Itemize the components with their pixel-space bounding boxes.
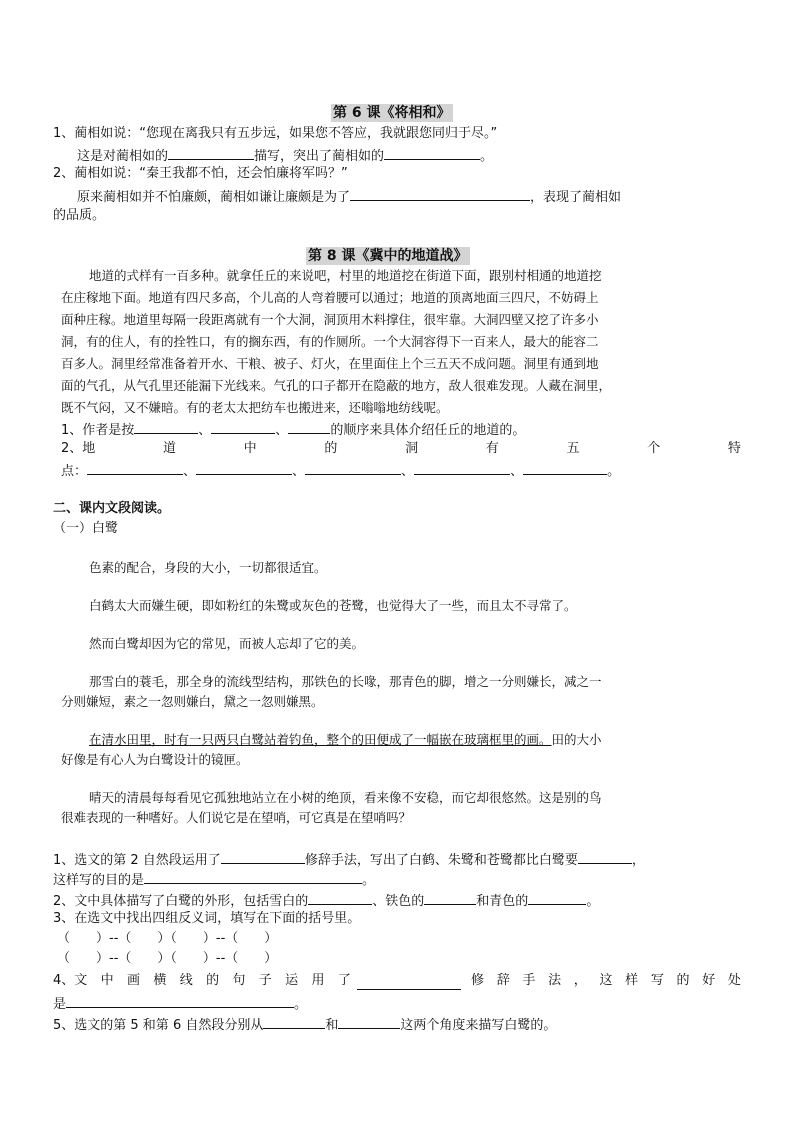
answer-blank[interactable] [523,460,607,475]
question-text: 、铁色的 [372,894,425,909]
section2-subheading: （一）白鹭 [53,521,119,536]
answer-blank[interactable] [263,1014,325,1029]
lesson8-q1-text-a: 1、作者是按 [61,423,135,438]
question-text: 修辞手法，写出了白鹤、朱鹭和苍鹭都比白鹭要 [304,853,578,868]
answer-blank[interactable] [134,419,198,434]
spread-char: 洞 [405,441,419,456]
question-text: 是 [53,997,67,1012]
answer-blank[interactable] [196,460,292,475]
spread-char: 用 [311,973,325,988]
passage-paragraph: 然而白鹭却因为它的常见，而被人忘却了它的美。 [89,636,365,651]
question-1 [53,849,645,870]
spread-char: 了 [337,973,351,988]
lesson6-q2-text-b: ，表现了蔺相如 [530,190,622,205]
spread-char: 这 [599,973,613,988]
spread-char: 线 [179,973,193,988]
question-text: 这两个角度来描写白鹭的。 [400,1018,557,1033]
spread-char: 有 [485,441,499,456]
passage-paragraph: 那雪白的蓑毛，那全身的流线型结构，那铁色的长喙，那青色的脚，增之一分则嫌长，减之一 [89,674,602,689]
question-text: 。 [294,997,308,1012]
separator: 、 [401,464,415,479]
separator: 、 [198,423,212,438]
answer-blank[interactable] [87,460,183,475]
lesson8-line: 面种庄稼。地道里每隔一段距离就有一个大洞，洞顶用木料撑住，很牢靠。大洞四壁又挖了许多小 [61,312,599,327]
question-4-spread-a [53,972,351,990]
passage-paragraph: 分则嫌短，素之一忽则嫌白，黛之一忽则嫌黑。 [61,694,324,709]
question-4-spread-b [471,972,741,990]
lesson6-q1-text-b: 描写，突出了蔺相如的 [254,149,385,164]
lesson8-q2-line2 [61,460,620,481]
underlined-sentence: 在清水田里，时有一只两只白鹭站着钓鱼，整个的田便成了一幅嵌在玻璃框里的画。 [89,732,552,747]
separator: 、 [275,423,289,438]
answer-blank[interactable] [144,869,362,884]
passage-paragraph [89,731,602,749]
answer-blank[interactable] [338,1014,400,1029]
question-text: 这样写的目的是 [53,873,145,888]
separator: 、 [292,464,306,479]
answer-blank[interactable] [288,419,330,434]
lesson8-line: 洞，有的住人，有的拴牲口，有的搁东西，有的作厕所。一个大洞容得下一百来人，最大的能容二 [61,334,599,349]
question-text: 。 [362,873,376,888]
passage-text: 田的大小 [551,732,602,747]
lesson8-line: 地道的式样有一百多种。就拿任丘的来说吧，村里的地道挖在街道下面，跟别村相通的地道挖 [89,268,602,283]
answer-blank[interactable] [424,890,476,905]
spread-char: 横 [153,973,167,988]
lesson6-q1-answer-line [77,145,493,166]
lesson6-q2: 2、蔺相如说：“秦王我都不怕，还会怕廉将军吗？” [53,166,348,181]
separator: 、 [510,464,524,479]
question-text: ， [631,853,645,868]
answer-blank[interactable] [211,419,275,434]
lesson8-line: 在庄稼地下面。地道有四尺多高，个儿高的人弯着腰可以通过；地道的顶离地面三四尺，不妨碍上 [61,290,599,305]
spread-char: 手 [522,973,536,988]
lesson6-q1-text-c: 。 [480,149,494,164]
spread-char: 五 [566,441,580,456]
passage-paragraph: 很难表现的一种嗜好。人们说它是在望哨，可它真是在望哨吗？ [61,810,412,825]
lesson8-q2-line1 [61,440,741,458]
lesson8-line: 百多人。洞里经常准备着开水、干粮、被子、灯火，在里面住上个三五天不成问题。洞里有通到地 [61,356,599,371]
question-2 [53,890,599,911]
lesson8-line: 面的气孔，从气孔里还能漏下光线来。气孔的口子都开在隐蔽的地方，敌人很难发现。人藏在洞里， [61,378,612,393]
question-text: 和青色的 [476,894,529,909]
question-4 [53,972,741,990]
lesson6-q2-text-c: 的品质。 [53,208,106,223]
answer-blank[interactable] [414,460,510,475]
question-text: 1、选文的第 2 自然段运用了 [53,853,221,868]
spread-char: 4、文 [53,973,88,988]
lesson8-line: 既不气闷，又不嫌暗。有的老太太把纺车也搬进来，还嗡嗡地纺线呢。 [61,400,449,415]
answer-blank[interactable] [578,849,632,864]
question-5 [53,1014,556,1035]
answer-blank[interactable] [384,145,480,160]
section2-heading: 二、课内文段阅读。 [53,501,171,516]
spread-char: 运 [285,973,299,988]
lesson8-q2-text-end: 。 [607,464,621,479]
spread-char: 好 [702,973,716,988]
answer-blank[interactable] [350,186,530,201]
lesson6-q2-text-a: 原来蔺相如并不怕廉颇，蔺相如谦让廉颇是为了 [77,190,351,205]
question-text: 和 [325,1018,339,1033]
answer-blank[interactable] [221,849,305,864]
spread-char: 个 [647,441,661,456]
separator: 、 [183,464,197,479]
lesson6-q1: 1、蔺相如说：“您现在离我只有五步远，如果您不答应，我就跟您同归于尽。” [53,126,498,141]
passage-paragraph: 白鹤太大而嫌生硬，即如粉红的朱鹭或灰色的苍鹭，也觉得大了一些，而且太不寻常了。 [89,598,577,613]
spread-char: 子 [258,973,272,988]
answer-blank[interactable] [66,993,294,1008]
answer-blank[interactable] [528,890,586,905]
answer-blank[interactable] [168,145,254,160]
answer-blank[interactable] [305,460,401,475]
answer-blank[interactable] [357,975,461,990]
spread-char: 中 [243,441,257,456]
lesson6-title: 第 6 课《将相和》 [333,105,451,121]
spread-char: 辞 [496,973,510,988]
spread-char: 画 [126,973,140,988]
passage-paragraph: 色素的配合，身段的大小，一切都很适宜。 [89,560,327,575]
spread-char: 2、地 [61,441,96,456]
spread-char: 的 [324,441,338,456]
antonym-row[interactable]: （ ）--（ ）（ ）--（ ） [57,931,278,946]
lesson8-q1-text-end: 的顺序来具体介绍任丘的地道的。 [330,423,526,438]
answer-blank[interactable] [308,890,372,905]
antonym-row[interactable]: （ ）--（ ）（ ）--（ ） [57,951,278,966]
spread-char: 修 [471,973,485,988]
question-text: 。 [586,894,600,909]
spread-char: 句 [232,973,246,988]
question-1-line2 [53,869,375,890]
spread-char: 的 [676,973,690,988]
spread-char: 道 [162,441,176,456]
question-text: 5、选文的第 5 和第 6 自然段分别从 [53,1018,264,1033]
spread-char: 样 [625,973,639,988]
question-text: 2、文中具体描写了白鹭的外形，包括雪白的 [53,894,309,909]
lesson6-q2-answer-line [77,186,621,207]
spread-char: 处 [727,973,741,988]
question-3: 3、在选文中找出四组反义词，填写在下面的括号里。 [53,911,361,926]
lesson8-q2-text-a: 点： [61,464,88,479]
spread-char: 中 [100,973,114,988]
spread-char: 写 [650,973,664,988]
passage-paragraph: 好像是有心人为白鹭设计的镜匣。 [61,752,249,767]
passage-paragraph: 晴天的清晨每每看见它孤独地站立在小树的绝顶，看来像不安稳，而它却很悠然。这是别的鸟 [89,790,602,805]
spread-char: 法 [548,973,562,988]
lesson6-q1-text-a: 这是对蔺相如的 [77,149,169,164]
question-4-line2 [53,993,307,1014]
spread-char: 特 [727,441,741,456]
lesson8-title: 第 8 课《冀中的地道战》 [308,248,468,264]
lesson8-q1 [61,419,525,440]
spread-char: ， [573,973,587,988]
spread-char: 的 [206,973,220,988]
